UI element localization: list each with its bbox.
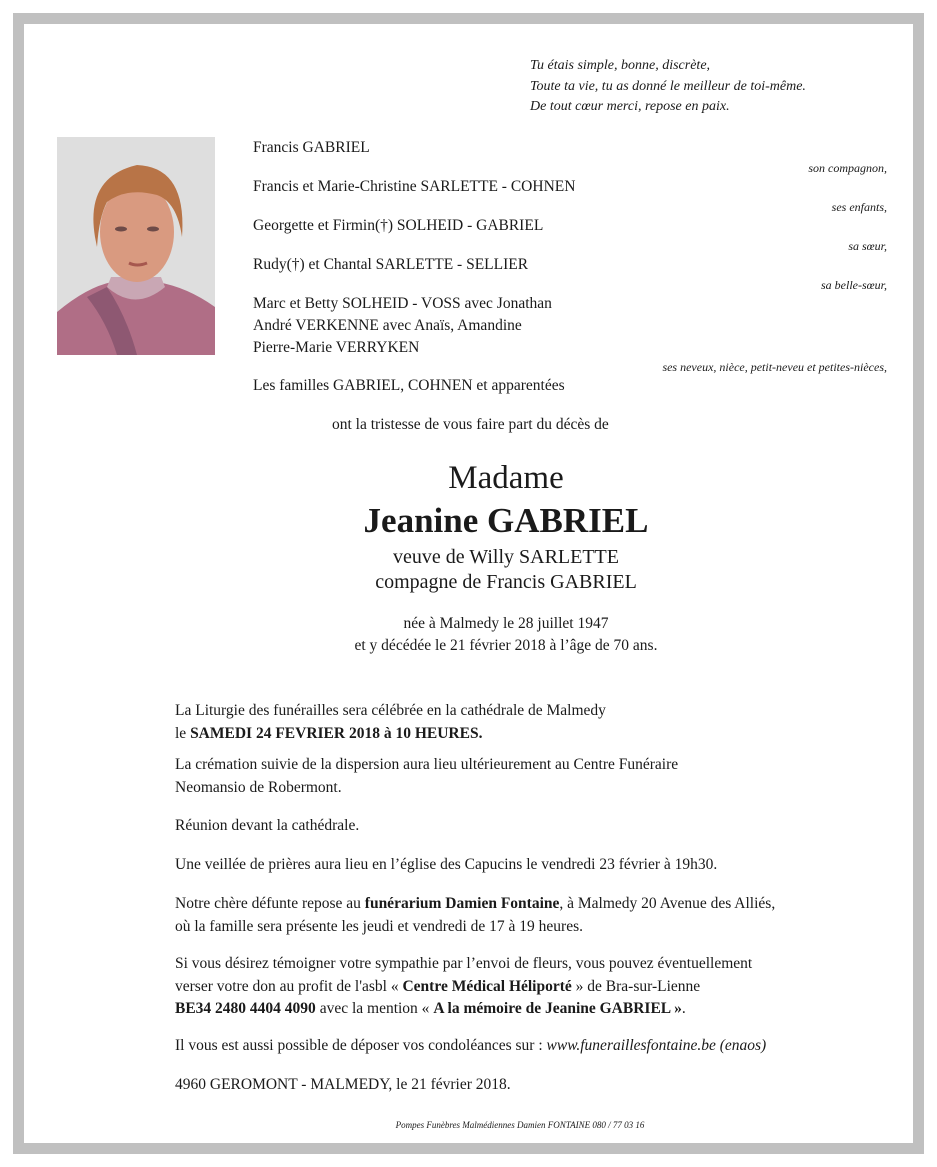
family-member: Les familles GABRIEL, COHNEN et apparentées [253, 377, 565, 394]
deceased-name: Jeanine GABRIEL [363, 501, 649, 540]
text: le [175, 724, 191, 742]
liturgy-line: La Liturgie des funérailles sera célébrée en la cathédrale de Malmedy [175, 702, 606, 719]
death-info: et y décédée le 21 février 2018 à l’âge de 70 ans. [354, 637, 658, 654]
family-member: Pierre-Marie VERRYKEN [253, 339, 420, 356]
cremation-line: Neomansio de Robermont. [175, 778, 342, 796]
family-member: André VERKENNE avec Anaïs, Amandine [253, 317, 522, 334]
meeting-paragraph: Réunion devant la cathédrale. [175, 817, 360, 834]
portrait-photo [57, 137, 215, 355]
donation-line [175, 998, 752, 1021]
condolences-link[interactable]: www.funeraillesfontaine.be (enaos) [546, 1037, 767, 1054]
family-relation: sa sœur, [848, 239, 887, 253]
portrait-image [57, 137, 215, 355]
family-relation: sa belle-sœur, [821, 278, 887, 292]
family-relation: ses enfants, [831, 200, 887, 214]
poem-line: De tout cœur merci, repose en paix. [530, 99, 730, 114]
family-member: Francis GABRIEL [253, 139, 370, 156]
text: Il vous est aussi possible de déposer vos condoléances sur : [175, 1037, 547, 1054]
funeral-date: SAMEDI 24 FEVRIER 2018 à 10 HEURES. [190, 724, 483, 742]
donation-line [175, 976, 752, 999]
place-date: 4960 GEROMONT - MALMEDY, le 21 février 2018. [175, 1076, 511, 1093]
birth-info: née à Malmedy le 28 juillet 1947 [403, 615, 609, 632]
funerarium-paragraph [175, 893, 775, 938]
deceased-title: Madame [448, 460, 564, 496]
text: . [681, 1000, 686, 1017]
donation-line: Si vous désirez témoigner votre sympathie par l’envoi de fleurs, vous pouvez éventuellement [175, 955, 753, 972]
footer-funeral-home: Pompes Funèbres Malmédiennes Damien FONTAINE 080 / 77 03 16 [395, 1120, 645, 1130]
poem-line: Tu étais simple, bonne, discrète, [530, 58, 711, 73]
liturgy-date-line [175, 723, 606, 746]
family-relation: ses neveux, nièce, petit-neveu et petites-nièces, [662, 360, 887, 374]
donation-mention: A la mémoire de Jeanine GABRIEL » [433, 1000, 682, 1017]
funerarium-line: où la famille sera présente les jeudi et vendredi de 17 à 19 heures. [175, 917, 584, 935]
family-member: Georgette et Firmin(†) SOLHEID - GABRIEL [253, 217, 544, 234]
cremation-paragraph [175, 754, 678, 799]
family-member: Rudy(†) et Chantal SARLETTE - SELLIER [253, 256, 529, 273]
cremation-line: La crémation suivie de la dispersion aura lieu ultérieurement au Centre Funéraire [175, 756, 679, 773]
vigil-paragraph: Une veillée de prières aura lieu en l’église des Capucins le vendredi 23 février à 19h30. [175, 856, 718, 873]
deceased-widow-of: veuve de Willy SARLETTE [392, 546, 619, 568]
family-member: Francis et Marie-Christine SARLETTE - COHNEN [253, 178, 576, 195]
family-member: Marc et Betty SOLHEID - VOSS avec Jonathan [253, 295, 552, 312]
funerarium-line [175, 893, 775, 916]
text: Notre chère défunte repose au [175, 895, 365, 912]
funerarium-name: funérarium Damien Fontaine [364, 895, 560, 912]
deceased-companion-of: compagne de Francis GABRIEL [375, 571, 637, 593]
announcement: ont la tristesse de vous faire part du décès de [332, 416, 609, 433]
condolences-paragraph [175, 1035, 766, 1058]
bank-account: BE34 2480 4404 4090 [175, 1000, 316, 1017]
charity-name: Centre Médical Héliporté [402, 977, 572, 995]
family-relation: son compagnon, [808, 161, 887, 175]
text: , à Malmedy 20 Avenue des Alliés, [559, 895, 776, 912]
liturgy-paragraph [175, 700, 606, 745]
text: » de Bra-sur-Lienne [571, 977, 701, 995]
text: avec la mention « [315, 1000, 434, 1017]
text: verser votre don au profit de l'asbl « [175, 977, 403, 995]
poem [530, 56, 806, 118]
donation-paragraph [175, 953, 752, 1021]
poem-line: Toute ta vie, tu as donné le meilleur de toi-même. [530, 78, 806, 94]
